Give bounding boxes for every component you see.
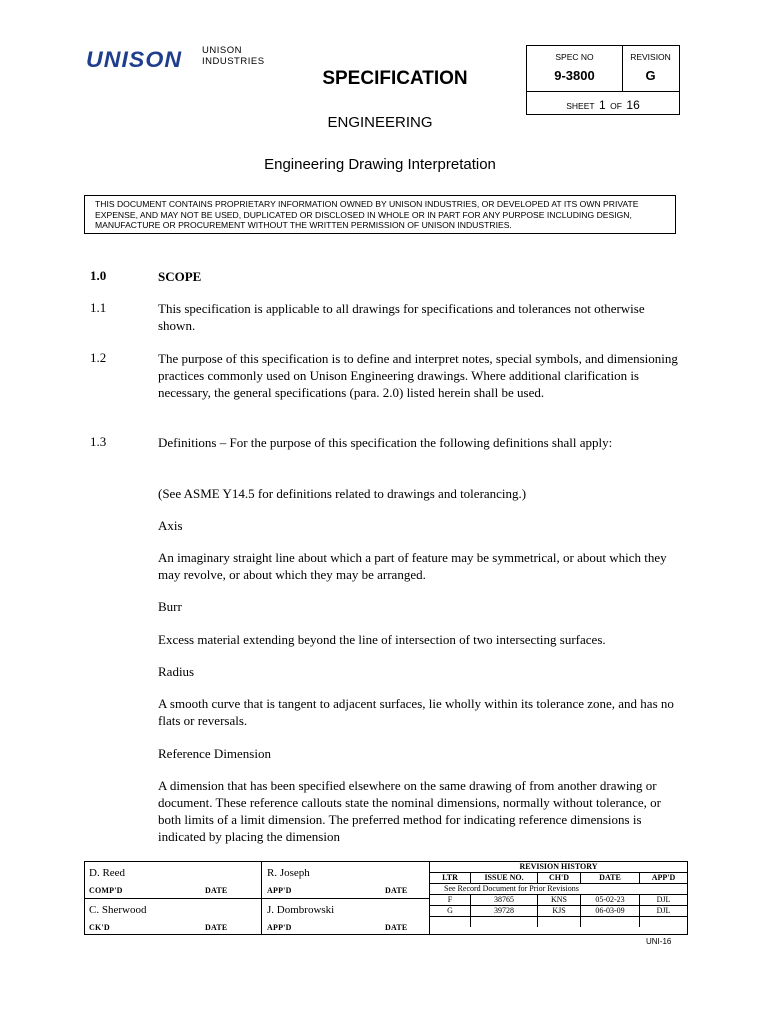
document-type-title: SPECIFICATION [322, 68, 468, 89]
rev-header-issue: ISSUE NO. [471, 873, 538, 884]
paragraph-text: This specification is applicable to all drawings for specifications and tolerances not otherwise shown. [158, 301, 645, 333]
definition-term: Axis [158, 518, 183, 533]
section-title: SCOPE [158, 269, 202, 284]
computed-by-label: COMP'D [89, 886, 123, 895]
paragraph-text: Definitions – For the purpose of this specification the following definitions shall apply: [158, 435, 613, 450]
spec-no-value: 9-3800 [554, 68, 595, 83]
sheet-number: 1 [599, 98, 606, 112]
date-label: DATE [385, 923, 408, 932]
computed-by-name: D. Reed [89, 867, 126, 879]
approved-by-name-2: J. Dombrowski [267, 904, 335, 916]
revision-value: G [645, 68, 656, 83]
paragraph-number: 1.2 [90, 350, 107, 365]
checked-by-name: C. Sherwood [89, 904, 147, 916]
table-row [430, 906, 688, 917]
document-title: Engineering Drawing Interpretation [264, 156, 496, 173]
rev-header-chd: CH'D [538, 873, 581, 884]
proprietary-notice: THIS DOCUMENT CONTAINS PROPRIETARY INFORMATION OWNED BY UNISON INDUSTRIES, OR DEVELOPED AT ITS OWN PRIVATE EXPENSE, AND MAY NOT BE USED, DUPLICATED OR DISCLOSED IN WHOLE OR IN PART FOR ANY PURPOSE INCLUDING DESIGN, MANUFACTURE OR PROCUREMENT WITHOUT THE WRITTEN PERMISSION OF UNISON INDUSTRIES. [84, 195, 676, 234]
sheet-indicator [527, 96, 679, 114]
rev-date: 06-03-09 [581, 906, 640, 917]
approved-by-name: R. Joseph [267, 867, 310, 879]
paragraph-number: 1.1 [90, 300, 107, 315]
rev-date: 05-02-23 [581, 895, 640, 906]
category-title: ENGINEERING [327, 114, 433, 131]
definition-text: Excess material extending beyond the line of intersection of two intersecting surfaces. [158, 632, 606, 647]
spec-no-label: SPEC NO [555, 52, 594, 62]
sheet-total: 16 [626, 98, 640, 112]
checked-by-label: CK'D [89, 923, 110, 932]
asme-reference: (See ASME Y14.5 for definitions related to drawings and tolerancing.) [158, 486, 527, 501]
company-name [202, 45, 265, 67]
company-name-line2: INDUSTRIES [202, 56, 265, 67]
rev-checked: KJS [538, 906, 581, 917]
date-label: DATE [205, 923, 228, 932]
definition-term: Burr [158, 599, 182, 614]
rev-approved: DJL [640, 895, 688, 906]
approved-by-label-2: APP'D [267, 923, 292, 932]
section-number: 1.0 [90, 268, 107, 283]
signature-block [84, 861, 688, 935]
revision-history-title: REVISION HISTORY [430, 862, 688, 873]
date-label: DATE [205, 886, 228, 895]
rev-issue-no: 38765 [471, 895, 538, 906]
definition-term: Radius [158, 664, 195, 679]
definition-text: A smooth curve that is tangent to adjacent surfaces, lie wholly within its tolerance zone, and has no flats or reversals. [158, 696, 674, 728]
rev-ltr: F [430, 895, 471, 906]
revision-note: See Record Document for Prior Revisions [430, 884, 688, 895]
paragraph-number: 1.3 [90, 434, 107, 449]
unison-logo: UNISON [86, 47, 183, 72]
date-label: DATE [385, 886, 408, 895]
paragraph-text: The purpose of this specification is to define and interpret notes, special symbols, and dimensioning practices commonly used on Unison Engineering drawings. Where additional clarification is necessary, the general specifications (para. 2.0) listed herein shall be used. [158, 351, 678, 400]
spec-info-box [526, 45, 680, 115]
rev-header-date: DATE [581, 873, 640, 884]
rev-header-appd: APP'D [640, 873, 688, 884]
rev-issue-no: 39728 [471, 906, 538, 917]
definition-term: Reference Dimension [158, 746, 271, 761]
table-row [430, 917, 688, 928]
sheet-of-label: OF [610, 101, 622, 111]
rev-ltr: G [430, 906, 471, 917]
definition-text: An imaginary straight line about which a part of feature may be symmetrical, or about which they may revolve, or about which they may be arranged. [158, 550, 667, 582]
approved-by-label: APP'D [267, 886, 292, 895]
rev-checked: KNS [538, 895, 581, 906]
company-name-line1: UNISON [202, 45, 242, 56]
revision-label: REVISION [630, 52, 671, 62]
form-id: UNI-16 [646, 937, 672, 946]
definition-text: A dimension that has been specified elsewhere on the same drawing of from another drawing or document. These reference callouts state the nominal dimensions, normally without tolerance, or both limits of a limit dimension. The preferred method for indicating reference dimensions is indicated by placing the dimension [158, 778, 661, 844]
rev-approved: DJL [640, 906, 688, 917]
sheet-label: SHEET [566, 101, 595, 111]
revision-history-table [429, 862, 687, 927]
rev-header-ltr: LTR [430, 873, 471, 884]
table-row [430, 895, 688, 906]
